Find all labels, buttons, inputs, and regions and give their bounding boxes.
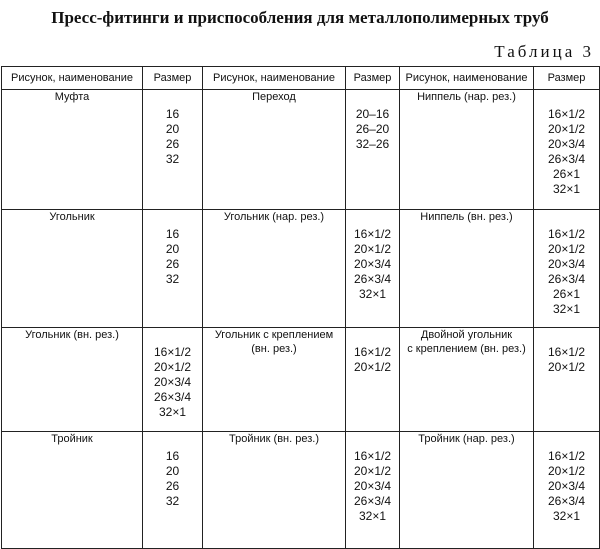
fitting-name-text: Угольник с креплением (вн. рез.) xyxy=(214,329,334,355)
fitting-sizes xyxy=(346,328,400,432)
table-label: Таблица 3 xyxy=(494,42,594,61)
header-drawing-name-3: Рисунок, наименование xyxy=(400,67,534,90)
fitting-name xyxy=(400,432,534,549)
fitting-sizes xyxy=(346,210,400,328)
fitting-name-text: Ниппель (нар. рез.) xyxy=(417,91,516,103)
fitting-name-text: Угольник (нар. рез.) xyxy=(223,211,325,223)
table-row xyxy=(2,328,600,432)
fitting-name xyxy=(2,90,143,210)
fitting-sizes-text: 16×1/2 20×1/2 20×3/4 26×3/4 32×1 xyxy=(353,449,392,523)
fitting-sizes xyxy=(534,432,600,549)
fitting-sizes-text: 16×1/2 20×1/2 xyxy=(353,345,392,374)
fitting-sizes xyxy=(346,90,400,210)
fitting-name xyxy=(2,210,143,328)
document-title: Пресс-фитинги и приспособления для металлополимерных труб xyxy=(51,8,549,27)
fitting-name xyxy=(203,328,346,432)
fitting-name xyxy=(400,328,534,432)
fitting-sizes xyxy=(534,210,600,328)
fitting-name-text: Муфта xyxy=(54,91,90,103)
table-row xyxy=(2,432,600,549)
fitting-sizes xyxy=(534,328,600,432)
fitting-sizes-text: 16×1/2 20×1/2 20×3/4 26×3/4 32×1 xyxy=(353,227,392,301)
fitting-name xyxy=(203,432,346,549)
fitting-sizes-text: 16 20 26 32 xyxy=(165,227,180,286)
header-drawing-name-1: Рисунок, наименование xyxy=(2,67,143,90)
fitting-sizes xyxy=(143,432,203,549)
fitting-name-text: Тройник (нар. рез.) xyxy=(418,433,515,445)
fitting-sizes xyxy=(143,210,203,328)
header-size-2: Размер xyxy=(346,67,400,90)
fitting-sizes-text: 20–16 26–20 32–26 xyxy=(355,107,390,151)
fitting-sizes-text: 16×1/2 20×1/2 20×3/4 26×3/4 26×1 32×1 xyxy=(547,107,586,196)
fitting-name xyxy=(400,90,534,210)
fittings-table xyxy=(1,66,600,549)
fitting-sizes-text: 16 20 26 32 xyxy=(165,449,180,508)
fitting-name-text: Тройник xyxy=(51,433,93,445)
fitting-name xyxy=(203,90,346,210)
fitting-sizes-text: 16×1/2 20×1/2 20×3/4 26×3/4 32×1 xyxy=(153,345,192,419)
fitting-name-text: Ниппель (вн. рез.) xyxy=(420,211,513,223)
fitting-sizes xyxy=(143,90,203,210)
fitting-name-text: Двойной угольник с креплением (вн. рез.) xyxy=(407,329,526,355)
fitting-sizes-text: 16 20 26 32 xyxy=(165,107,180,166)
header-row xyxy=(2,67,600,90)
fitting-sizes xyxy=(534,90,600,210)
fitting-name xyxy=(2,328,143,432)
fitting-name-text: Тройник (вн. рез.) xyxy=(228,433,320,445)
fitting-name xyxy=(400,210,534,328)
fitting-sizes-text: 16×1/2 20×1/2 20×3/4 26×3/4 26×1 32×1 xyxy=(547,227,586,316)
table-row xyxy=(2,210,600,328)
fitting-sizes-text: 16×1/2 20×1/2 xyxy=(547,345,586,374)
header-drawing-name-2: Рисунок, наименование xyxy=(203,67,346,90)
fitting-name-text: Угольник (вн. рез.) xyxy=(25,329,119,341)
fitting-name-text: Переход xyxy=(252,91,296,103)
fitting-name xyxy=(203,210,346,328)
fitting-name xyxy=(2,432,143,549)
fitting-sizes xyxy=(346,432,400,549)
fitting-sizes-text: 16×1/2 20×1/2 20×3/4 26×3/4 32×1 xyxy=(547,449,586,523)
header-size-1: Размер xyxy=(143,67,203,90)
header-size-3: Размер xyxy=(534,67,600,90)
table-row xyxy=(2,90,600,210)
fitting-name-text: Угольник xyxy=(49,211,95,223)
fitting-sizes xyxy=(143,328,203,432)
